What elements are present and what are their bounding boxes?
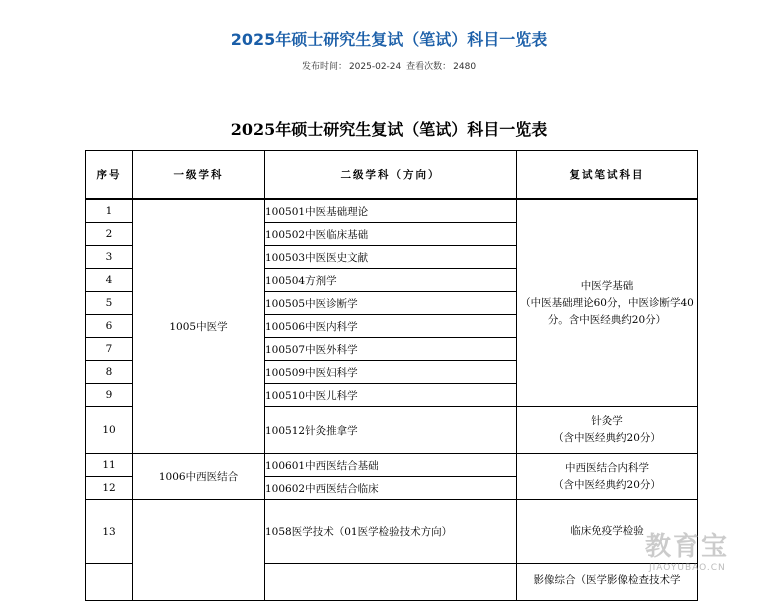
row-no: 7	[86, 338, 133, 361]
row-no: 6	[86, 315, 133, 338]
exam-integrated-medicine	[517, 454, 698, 500]
document-title: 2025年硕士研究生复试（笔试）科目一览表	[230, 120, 548, 139]
views-count: 2480	[453, 62, 477, 72]
second-discipline: 100509中医妇科学	[265, 361, 517, 384]
table-row	[86, 500, 698, 564]
row-no: 3	[86, 246, 133, 269]
row-no: 2	[86, 223, 133, 246]
second-discipline: 100602中西医结合临床	[265, 477, 517, 500]
watermark-brand: 教育宝	[645, 532, 730, 562]
second-discipline: 100503中医医史文献	[265, 246, 517, 269]
second-discipline: 100510中医儿科学	[265, 384, 517, 407]
header-first-discipline: 一级学科	[133, 151, 265, 200]
row-no: 1	[86, 199, 133, 223]
table-row	[86, 199, 698, 223]
second-discipline: 100506中医内科学	[265, 315, 517, 338]
subjects-table	[85, 150, 698, 601]
second-discipline: 100601中西医结合基础	[265, 454, 517, 477]
exam-tcm-line1: 中医学基础	[580, 279, 634, 292]
exam-acu-line2: （含中医经典约20分）	[553, 432, 661, 444]
second-discipline: 100504方剂学	[265, 269, 517, 292]
exam-int-line2: （含中医经典约20分）	[553, 478, 661, 491]
watermark-url: JIAOYUBAO.CN	[649, 563, 726, 573]
header-exam-subject: 复试笔试科目	[517, 151, 698, 200]
row-no: 8	[86, 361, 133, 384]
second-discipline: 100512针灸推拿学	[265, 407, 517, 454]
row-no: 10	[86, 407, 133, 454]
second-discipline: 100507中医外科学	[265, 338, 517, 361]
row-no: 12	[86, 477, 133, 500]
row-no-empty	[86, 564, 133, 601]
table-row	[86, 454, 698, 477]
table-header-row	[86, 151, 698, 200]
header-second-discipline: 二级学科（方向）	[265, 151, 517, 200]
exam-imaging: 影像综合（医学影像检查技术学	[517, 564, 698, 601]
exam-int-line1: 中西医结合内科学	[565, 461, 649, 474]
row-no: 5	[86, 292, 133, 315]
exam-acu-line1: 针灸学	[591, 415, 623, 427]
second-discipline: 100502中医临床基础	[265, 223, 517, 246]
row-no: 13	[86, 500, 133, 564]
first-discipline-1005: 1005中医学	[133, 199, 265, 454]
exam-tcm-basics	[517, 199, 698, 407]
second-discipline: 100501中医基础理论	[265, 199, 517, 223]
publish-label: 发布时间：	[301, 62, 347, 72]
row-no: 11	[86, 454, 133, 477]
second-discipline-empty	[265, 564, 517, 601]
header-no: 序号	[86, 151, 133, 200]
publish-date: 2025-02-24	[348, 62, 402, 72]
second-discipline: 1058医学技术（01医学检验技术方向）	[265, 500, 517, 564]
exam-lab: 临床免疫学检验	[517, 500, 698, 564]
first-discipline-1006: 1006中西医结合	[133, 454, 265, 500]
views-label: 查看次数：	[406, 62, 452, 72]
exam-acupuncture	[517, 407, 698, 454]
publish-meta	[0, 59, 778, 72]
row-no: 4	[86, 269, 133, 292]
second-discipline: 100505中医诊断学	[265, 292, 517, 315]
row-no: 9	[86, 384, 133, 407]
exam-tcm-line2: （中医基础理论60分，中医诊断学40分。含中医经典约20分）	[520, 296, 694, 326]
page-title: 2025年硕士研究生复试（笔试）科目一览表	[230, 30, 548, 49]
first-discipline-empty	[133, 500, 265, 601]
